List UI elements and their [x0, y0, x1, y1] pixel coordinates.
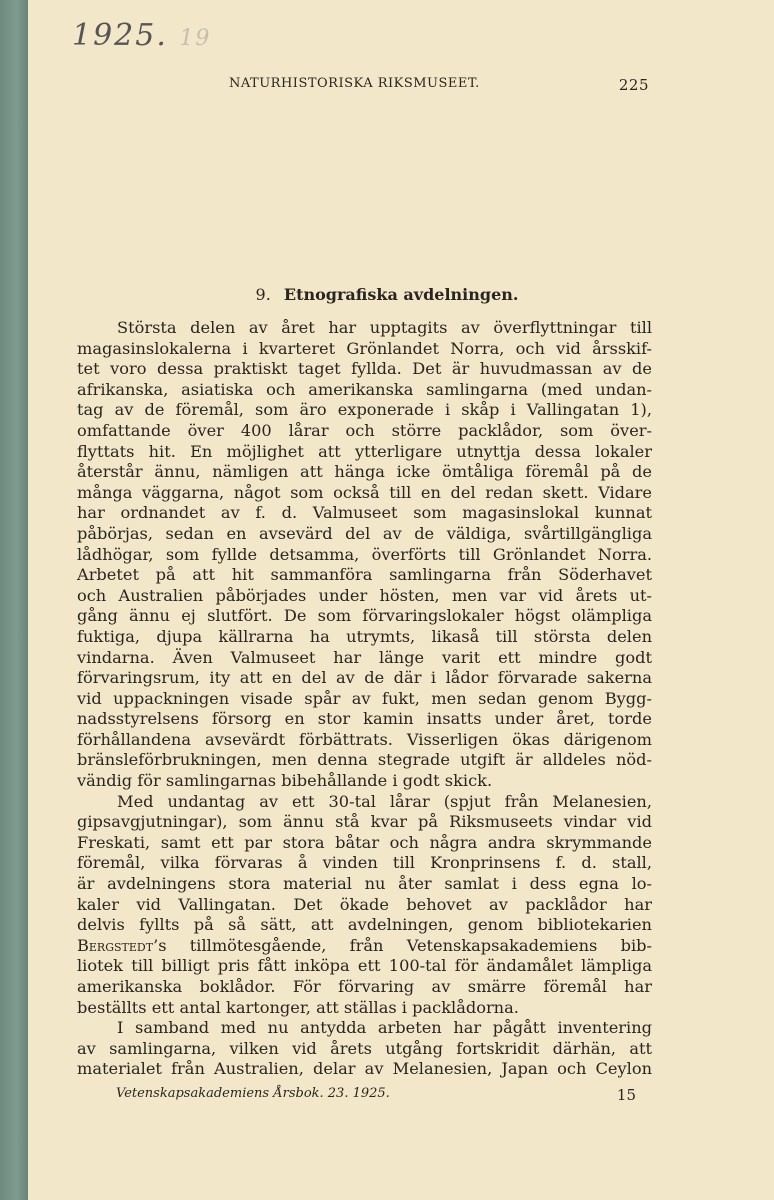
handwritten-note	[72, 18, 211, 53]
text-line: I samband med nu antydda arbeten har pågått inventering	[117, 1018, 652, 1038]
text-line: har ordnandet av f. d. Valmuseet som magasinslokal kunnat	[77, 503, 652, 523]
text-line: afrikanska, asiatiska och amerikanska samlingarna (med undan-	[77, 379, 652, 399]
text-line: är avdelningens stora material nu åter samlat i dess egna lo-	[77, 874, 652, 894]
text-line: amerikanska boklådor. För förvaring av smärre föremål har	[77, 977, 652, 996]
text-line: kaler vid Vallingatan. Det ökade behovet av packlådor har	[77, 894, 652, 914]
section-title: Etnografiska avdelningen.	[283, 285, 519, 304]
text-line: lådhögar, som fyllde detsamma, överförts till Grönlandet Norra.	[77, 544, 652, 564]
book-spine	[0, 0, 28, 1200]
section-number: 9.	[255, 285, 271, 304]
text-line: förvaringsrum, ity att en del av de där i lådor förvarade sakerna	[77, 668, 652, 688]
text-line: vändig för samlingarnas bibehållande i godt skick.	[77, 771, 493, 791]
text-line: tag av de föremål, som äro exponerade i skåp i Vallingatan 1),	[77, 400, 652, 420]
text-line: Freskati, samt ett par stora båtar och några andra skrymmande	[77, 832, 652, 852]
running-head-title: NATURHISTORISKA RIKSMUSEET.	[229, 76, 480, 91]
text-line: fuktiga, djupa källrarna ha utrymts, likaså till största delen	[77, 626, 652, 646]
text-line: flyttats hit. En möjlighet att ytterligare utnyttja dessa lokaler	[77, 441, 652, 461]
body-text	[77, 318, 652, 1080]
text-line: Största delen av året har upptagits av överflyttningar till	[117, 318, 652, 337]
text-line: vindarna. Även Valmuseet har länge varit ett mindre godt	[77, 647, 652, 667]
text-line: av samlingarna, vilken vid årets utgång fortskridit därhän, att	[77, 1038, 652, 1058]
text-line: materialet från Australien, delar av Melanesien, Japan och Ceylon	[77, 1059, 652, 1079]
text-line: liotek till billigt pris fått inköpa ett 100-tal för ändamålet lämpliga	[77, 956, 652, 976]
signature-mark: 15	[616, 1086, 636, 1104]
text-line: många väggarna, något som också till en del redan skett. Vidare	[77, 482, 652, 502]
running-head	[229, 76, 649, 94]
text-line: delvis fyllts på så sätt, att avdelningen, genom bibliotekarien	[77, 915, 652, 935]
text-line: gång ännu ej slutfört. De som förvaringslokaler högst olämpliga	[77, 606, 652, 626]
text-line: Med undantag av ett 30-tal lårar (spjut från Melanesien,	[117, 791, 652, 811]
text-line: återstår ännu, nämligen att hänga icke ömtåliga föremål på de	[77, 462, 652, 482]
text-line: föremål, vilka förvaras å vinden till Kronprinsens f. d. stall,	[77, 853, 652, 873]
text-line: Arbetet på att hit sammanföra samlingarna från Söderhavet	[77, 565, 652, 585]
text-line: tet voro dessa praktiskt taget fyllda. Det är huvudmassan av de	[77, 359, 652, 379]
text-line: förhållandena avsevärdt förbättrats. Visserligen ökas därigenom	[77, 729, 652, 749]
text-line: omfattande över 400 lårar och större packlådor, som över-	[77, 420, 652, 440]
text-line: nadsstyrelsens försorg en stor kamin insatts under året, torde	[77, 709, 652, 729]
text-line: magasinslokalerna i kvarteret Grönlandet Norra, och vid årsskif-	[77, 338, 652, 358]
page-footer	[116, 1086, 636, 1104]
text-line: påbörjas, sedan en avsevärd del av de väldiga, svårtillgängliga	[77, 523, 652, 543]
text-line: vid uppackningen visade spår av fukt, men sedan genom Bygg-	[77, 688, 652, 708]
section-heading	[0, 285, 774, 304]
page-number: 225	[618, 76, 649, 94]
handwritten-year: 1925.	[72, 18, 168, 53]
text-line	[77, 936, 652, 957]
text-line-rest: ’s tillmötesgående, från Vetenskapsakademiens bib-	[153, 935, 652, 955]
handwritten-faint: 19	[179, 26, 212, 51]
text-line: och Australien påbörjades under hösten, men var vid årets ut-	[77, 585, 652, 605]
person-name: Bergstedt	[77, 935, 154, 955]
text-line: beställts ett antal kartonger, att ställas i packlådorna.	[77, 997, 519, 1017]
footer-journal: Vetenskapsakademiens Årsbok. 23. 1925.	[116, 1086, 390, 1101]
text-line: gipsavgjutningar), som ännu stå kvar på Riksmuseets vindar vid	[77, 812, 652, 832]
text-line: bränsleförbrukningen, men denna stegrade utgift är alldeles nöd-	[77, 750, 652, 770]
